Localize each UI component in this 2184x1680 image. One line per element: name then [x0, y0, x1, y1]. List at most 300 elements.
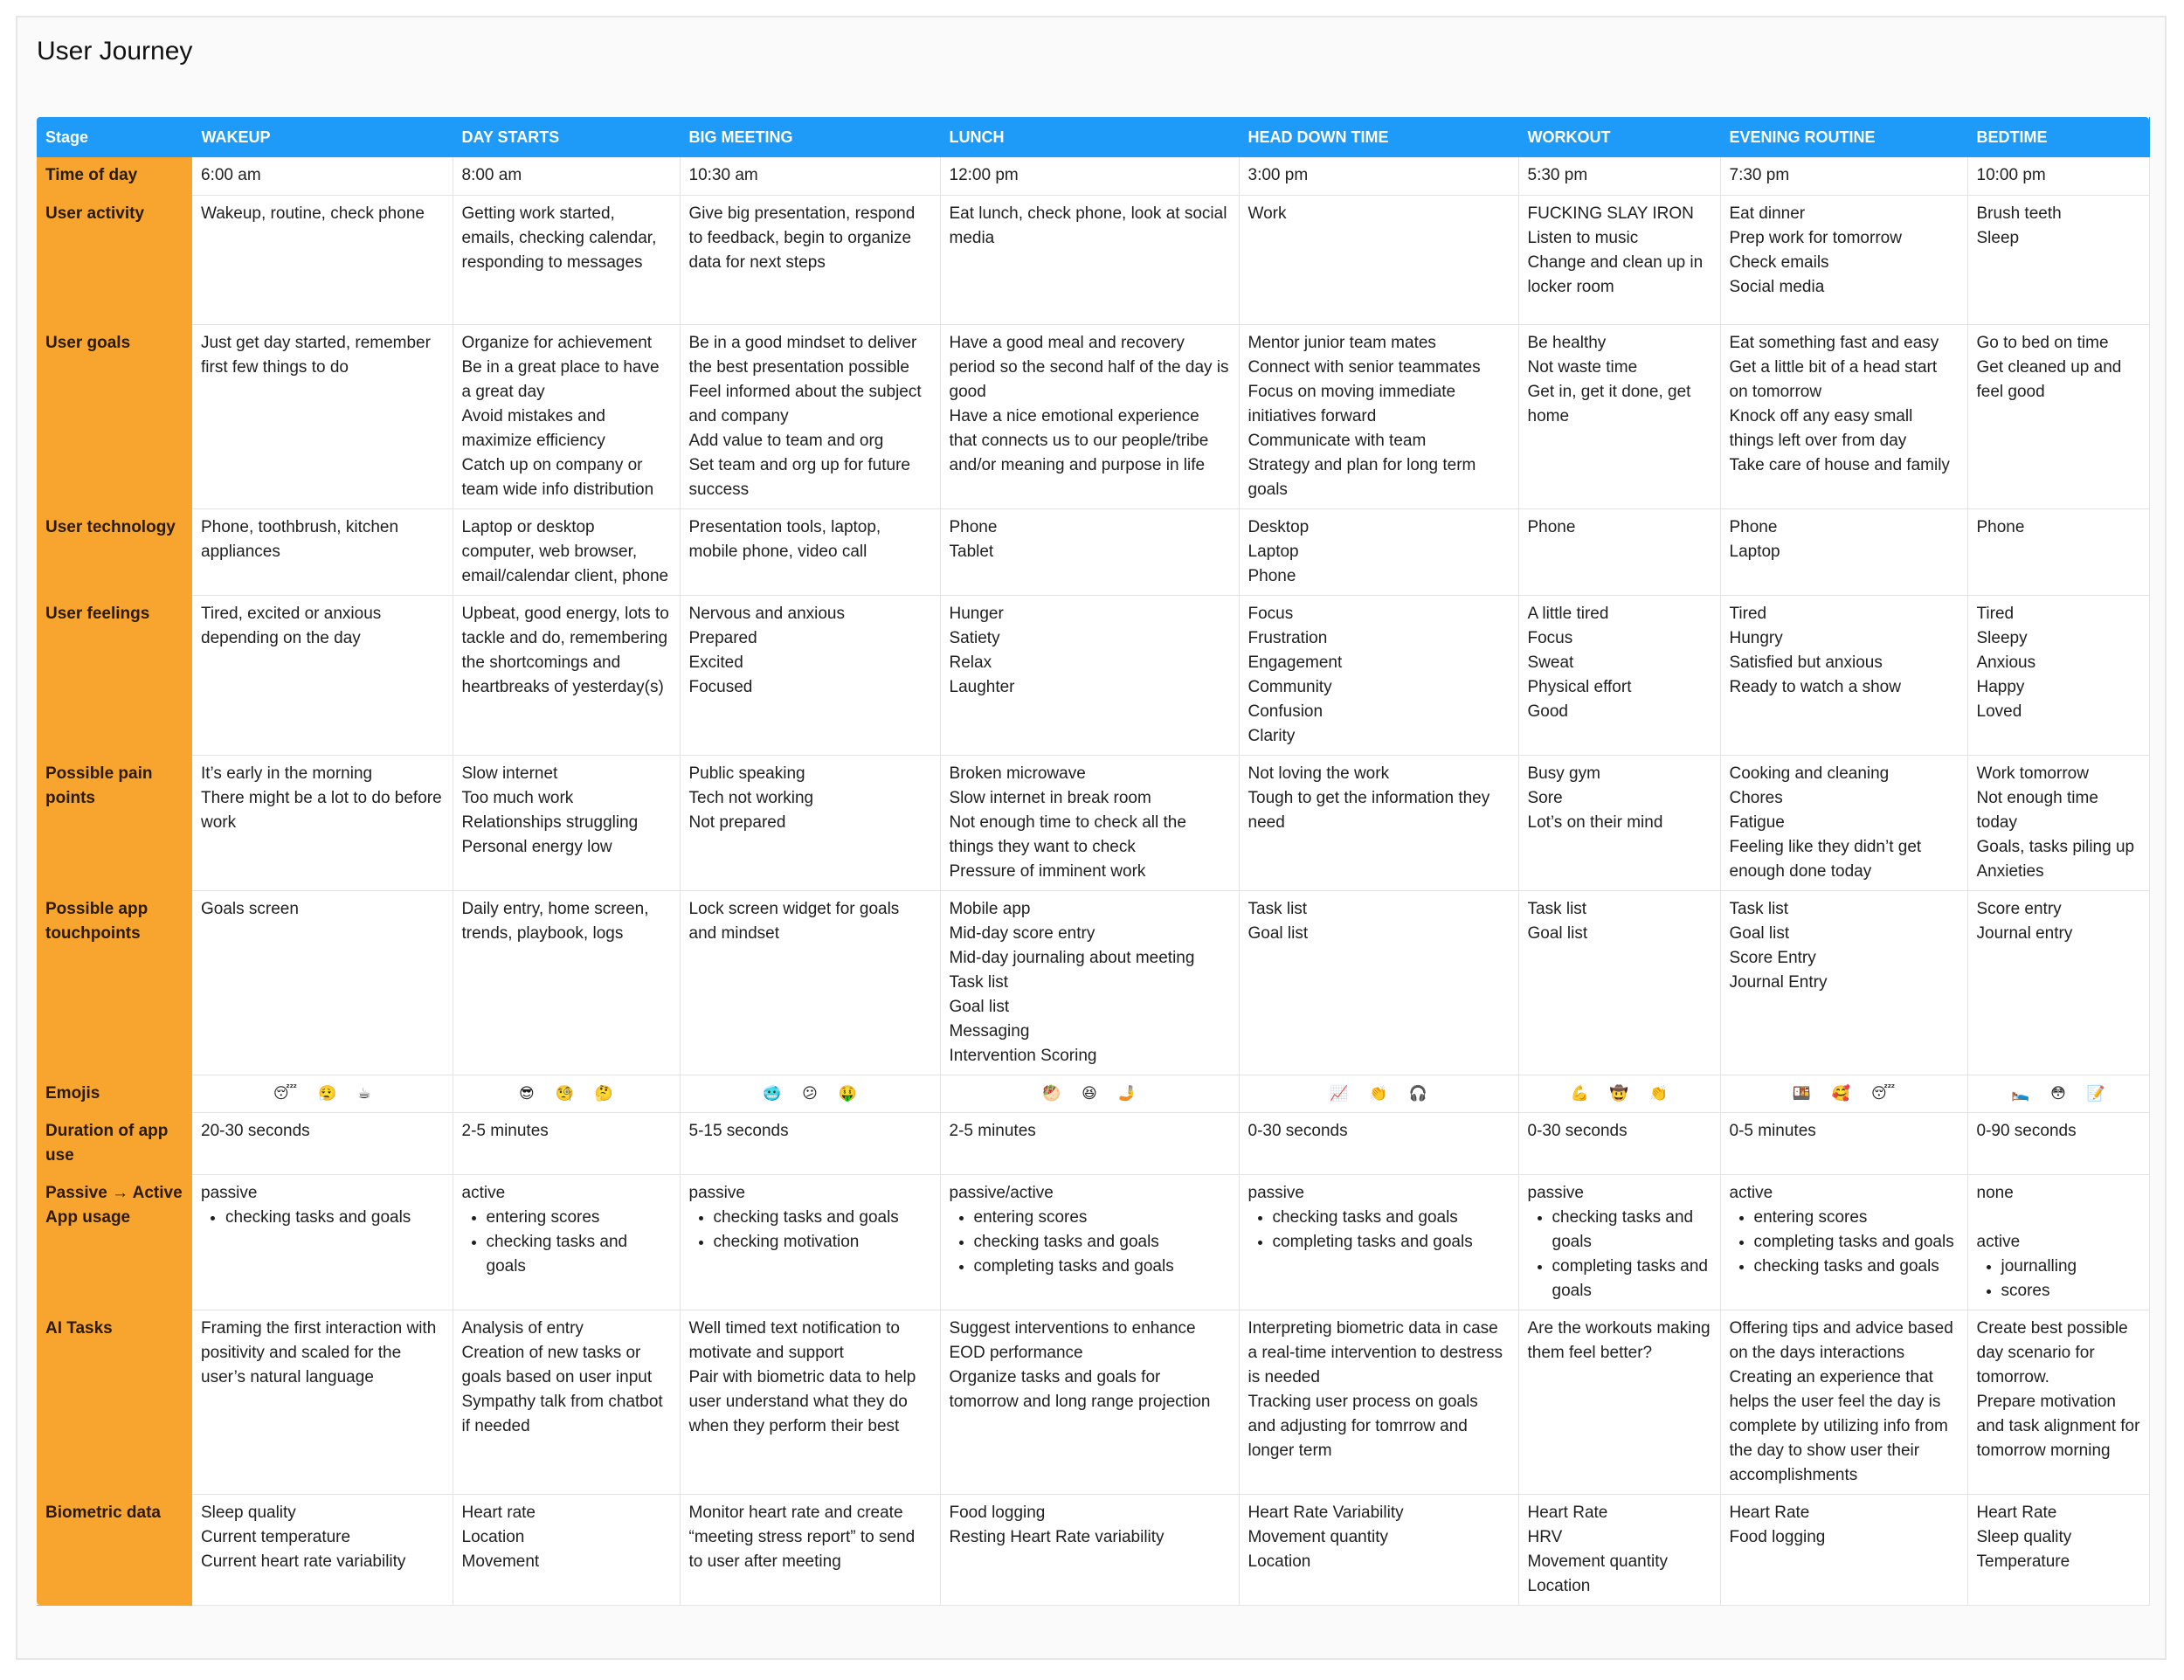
cell-line: Creation of new tasks or goals based on user input	[461, 1343, 653, 1386]
cell-activity	[940, 195, 1239, 324]
cell-line: Satiety	[949, 628, 1000, 647]
emoji-icon: 🍱	[1792, 1084, 1811, 1102]
cell-usage	[940, 1174, 1239, 1310]
cell-time: 3:00 pm	[1239, 157, 1518, 195]
cell-line: Sweat	[1527, 653, 1574, 672]
row-biometric	[37, 1494, 2149, 1605]
cell-duration: 2-5 minutes	[453, 1112, 680, 1174]
cell-line: Busy gym	[1527, 764, 1600, 783]
cell-line: There might be a lot to do before work	[201, 788, 442, 832]
cell-line: Score entry	[1976, 899, 2062, 918]
cell-line: Offering tips and advice based on the days interactions	[1729, 1318, 1953, 1362]
cell-line: Chores	[1729, 788, 1783, 807]
usage-item: • entering scores	[487, 1206, 671, 1230]
cell-time: 10:30 am	[680, 157, 940, 195]
cell-biometric	[1239, 1494, 1518, 1605]
cell-line: Good	[1527, 702, 1568, 721]
row-duration	[37, 1112, 2149, 1174]
cell-line: Catch up on company or team wide info distribution	[461, 455, 654, 499]
cell-line: Mid-day score entry	[949, 923, 1095, 943]
cell-duration: 0-30 seconds	[1239, 1112, 1518, 1174]
usage-item: • checking tasks and goals	[1552, 1206, 1711, 1255]
usage-mode: active	[1976, 1232, 2021, 1251]
cell-line: Analysis of entry	[461, 1318, 584, 1338]
cell-ai	[1518, 1310, 1720, 1494]
cell-emojis	[940, 1075, 1239, 1112]
cell-ai	[192, 1310, 453, 1494]
cell-pain	[1239, 755, 1518, 890]
cell-pain	[940, 755, 1239, 890]
row-label-duration: Duration of app use	[37, 1112, 192, 1174]
cell-line: Pair with biometric data to help user understand what they do when they perform their best	[688, 1367, 916, 1435]
cell-line: Clarity	[1248, 726, 1296, 745]
emoji-icon: 👏	[1369, 1084, 1388, 1102]
cell-line: Heart Rate	[1729, 1503, 1810, 1522]
cell-line: Goals, tasks piling up	[1976, 837, 2135, 856]
cell-line: Satisfied but anxious	[1729, 653, 1883, 672]
usage-mode: active	[461, 1183, 506, 1202]
usage-mode: passive	[1248, 1183, 1304, 1202]
cell-line: Intervention Scoring	[949, 1046, 1097, 1065]
usage-item: • completing tasks and goals	[1552, 1255, 1711, 1303]
cell-activity	[1239, 195, 1518, 324]
cell-line: Excited	[688, 653, 743, 672]
usage-item: • checking tasks and goals	[974, 1230, 1230, 1255]
cell-line: Messaging	[949, 1021, 1030, 1040]
cell-biometric	[1720, 1494, 1967, 1605]
cell-emojis	[1518, 1075, 1720, 1112]
cell-line: Sore	[1527, 788, 1563, 807]
cell-duration: 0-90 seconds	[1967, 1112, 2149, 1174]
cell-line: Prepare motivation and task alignment for tomorrow morning	[1976, 1392, 2140, 1460]
cell-line: Take care of house and family	[1729, 455, 1950, 474]
cell-line: Resting Heart Rate variability	[949, 1527, 1165, 1546]
cell-line: Focus	[1248, 604, 1294, 623]
cell-line: Getting work started, emails, checking calendar, responding to messages	[461, 204, 657, 272]
cell-line: Social media	[1729, 277, 1825, 296]
cell-line: Happy	[1976, 677, 2025, 696]
cell-line: Desktop	[1248, 517, 1310, 536]
row-technology	[37, 508, 2149, 595]
stage-header: BEDTIME	[1967, 117, 2149, 157]
cell-time: 10:00 pm	[1967, 157, 2149, 195]
usage-item: • checking tasks and goals	[487, 1230, 671, 1279]
cell-line: Organize for achievement	[461, 333, 653, 352]
cell-line: Have a good meal and recovery period so the second half of the day is good	[949, 333, 1229, 401]
usage-list	[1730, 1206, 1959, 1279]
cell-line: Get cleaned up and feel good	[1976, 357, 2122, 401]
cell-time: 6:00 am	[192, 157, 453, 195]
cell-line: Check emails	[1729, 252, 1829, 272]
cell-touchpoints	[1967, 890, 2149, 1075]
emoji-icon: 😮‍💨	[318, 1084, 337, 1102]
cell-goals	[940, 324, 1239, 508]
cell-emojis	[192, 1075, 453, 1112]
cell-line: Goal list	[1527, 923, 1588, 943]
cell-feelings	[1967, 595, 2149, 755]
stage-header: WAKEUP	[192, 117, 453, 157]
cell-line: Feel informed about the subject and company	[688, 382, 922, 425]
usage-item: • checking motivation	[714, 1230, 931, 1255]
cell-line: It’s early in the morning	[201, 764, 373, 783]
emoji-icon: 😎	[518, 1084, 535, 1102]
emoji-icon: 🤑	[838, 1084, 858, 1102]
cell-line: Too much work	[461, 788, 574, 807]
cell-line: Lot’s on their mind	[1527, 812, 1663, 832]
cell-line: Get in, get it done, get home	[1527, 382, 1691, 425]
usage-mode: passive	[688, 1183, 745, 1202]
cell-goals	[453, 324, 680, 508]
cell-line: Heart Rate Variability	[1248, 1503, 1404, 1522]
cell-line: Focused	[688, 677, 753, 696]
cell-activity	[1518, 195, 1720, 324]
cell-line: Add value to team and org	[688, 431, 884, 450]
cell-activity	[1720, 195, 1967, 324]
row-label-touchpoints: Possible app touchpoints	[37, 890, 192, 1075]
cell-line: Task list	[1527, 899, 1587, 918]
row-emojis	[37, 1075, 2149, 1112]
cell-feelings	[940, 595, 1239, 755]
usage-item: • entering scores	[1754, 1206, 1959, 1230]
cell-pain	[453, 755, 680, 890]
cell-line: Tablet	[949, 542, 994, 561]
emoji-icon: 🤠	[1609, 1084, 1629, 1102]
cell-line: Suggest interventions to enhance EOD performance	[949, 1318, 1196, 1362]
cell-line: Laughter	[949, 677, 1015, 696]
usage-item: • scores	[2001, 1279, 2140, 1303]
cell-line: Slow internet	[461, 764, 558, 783]
cell-line: Phone	[949, 517, 998, 536]
cell-line: Anxieties	[1976, 861, 2044, 881]
usage-mode: none	[1976, 1183, 2014, 1202]
cell-line: Monitor heart rate and create “meeting stress report” to send to user after meeting	[688, 1503, 916, 1571]
stage-header: DAY STARTS	[453, 117, 680, 157]
cell-biometric	[192, 1494, 453, 1605]
cell-line: Not enough time today	[1976, 788, 2098, 832]
cell-line: Not loving the work	[1248, 764, 1390, 783]
emoji-icon: 🥙	[1041, 1084, 1061, 1102]
cell-technology	[453, 508, 680, 595]
cell-line: Physical effort	[1527, 677, 1632, 696]
cell-time: 12:00 pm	[940, 157, 1239, 195]
cell-line: Pressure of imminent work	[949, 861, 1146, 881]
cell-touchpoints	[940, 890, 1239, 1075]
cell-biometric	[1518, 1494, 1720, 1605]
cell-duration: 0-5 minutes	[1720, 1112, 1967, 1174]
cell-ai	[1967, 1310, 2149, 1494]
row-label-ai: AI Tasks	[37, 1310, 192, 1494]
cell-biometric	[1967, 1494, 2149, 1605]
cell-line: A little tired	[1527, 604, 1609, 623]
cell-duration: 2-5 minutes	[940, 1112, 1239, 1174]
cell-line: Slow internet in break room	[949, 788, 1151, 807]
cell-activity	[1967, 195, 2149, 324]
cell-line: Lock screen widget for goals and mindset	[688, 899, 900, 943]
row-label-feelings: User feelings	[37, 595, 192, 755]
cell-activity	[192, 195, 453, 324]
cell-line: Nervous and anxious	[688, 604, 845, 623]
cell-line: Upbeat, good energy, lots to tackle and do, remembering the shortcomings and heartbreaks of yesterday(s)	[461, 604, 669, 696]
cell-line: Presentation tools, laptop, mobile phone, video call	[688, 517, 881, 561]
cell-line: Laptop	[1248, 542, 1299, 561]
page-frame	[16, 16, 2167, 1660]
cell-time: 8:00 am	[453, 157, 680, 195]
cell-line: Food logging	[949, 1503, 1046, 1522]
cell-technology	[192, 508, 453, 595]
cell-line: Location	[1527, 1576, 1591, 1595]
cell-touchpoints	[680, 890, 940, 1075]
cell-line: Heart Rate	[1527, 1503, 1608, 1522]
cell-usage	[1239, 1174, 1518, 1310]
cell-line: Food logging	[1729, 1527, 1826, 1546]
cell-line: Movement quantity	[1527, 1552, 1669, 1571]
cell-line: Sleep quality	[1976, 1527, 2072, 1546]
cell-technology	[1720, 508, 1967, 595]
cell-line: Phone	[1976, 517, 2025, 536]
cell-goals	[1239, 324, 1518, 508]
emoji-icon: 🤔	[594, 1084, 614, 1102]
cell-duration: 20-30 seconds	[192, 1112, 453, 1174]
stage-header: WORKOUT	[1518, 117, 1720, 157]
usage-mode: passive	[201, 1183, 258, 1202]
cell-line: Organize tasks and goals for tomorrow and long range projection	[949, 1367, 1211, 1411]
cell-touchpoints	[453, 890, 680, 1075]
cell-line: Framing the first interaction with positivity and scaled for the user’s natural language	[201, 1318, 437, 1386]
cell-line: Tough to get the information they need	[1248, 788, 1490, 832]
cell-line: Score Entry	[1729, 948, 1816, 967]
cell-line: Just get day started, remember first few things to do	[201, 333, 431, 377]
cell-usage	[1720, 1174, 1967, 1310]
cell-feelings	[680, 595, 940, 755]
cell-line: Work	[1248, 204, 1287, 223]
cell-line: Interpreting biometric data in case a real-time intervention to destress is needed	[1248, 1318, 1503, 1386]
cell-touchpoints	[1720, 890, 1967, 1075]
cell-line: Get a little bit of a head start on tomorrow	[1729, 357, 1938, 401]
cell-line: Avoid mistakes and maximize efficiency	[461, 406, 605, 450]
cell-emojis	[1967, 1075, 2149, 1112]
cell-time: 7:30 pm	[1720, 157, 1967, 195]
cell-line: Phone	[1248, 566, 1296, 585]
cell-line: Ready to watch a show	[1729, 677, 1901, 696]
cell-line: Temperature	[1976, 1552, 2070, 1571]
cell-touchpoints	[1239, 890, 1518, 1075]
emoji-icon: 😕	[802, 1084, 818, 1102]
cell-line: Relax	[949, 653, 992, 672]
usage-list	[1977, 1255, 2140, 1303]
cell-line: Connect with senior teammates	[1248, 357, 1481, 377]
usage-mode: passive/active	[949, 1183, 1054, 1202]
stage-header: LUNCH	[940, 117, 1239, 157]
cell-line: Be healthy	[1527, 333, 1607, 352]
cell-line: Create best possible day scenario for tomorrow.	[1976, 1318, 2128, 1386]
emoji-icon: 🎧	[1408, 1084, 1427, 1102]
row-label-biometric: Biometric data	[37, 1494, 192, 1605]
cell-line: Heart Rate	[1976, 1503, 2057, 1522]
cell-line: FUCKING SLAY IRON	[1527, 204, 1694, 223]
cell-activity	[680, 195, 940, 324]
cell-line: Public speaking	[688, 764, 805, 783]
cell-line: Strategy and plan for long term goals	[1248, 455, 1476, 499]
cell-ai	[680, 1310, 940, 1494]
cell-emojis	[453, 1075, 680, 1112]
cell-emojis	[1720, 1075, 1967, 1112]
cell-usage	[1967, 1174, 2149, 1310]
cell-line: Tired	[1976, 604, 2015, 623]
cell-line: Set team and org up for future success	[688, 455, 910, 499]
row-pain	[37, 755, 2149, 890]
cell-line: Knock off any easy small things left over from day	[1729, 406, 1913, 450]
cell-line: Daily entry, home screen, trends, playbook, logs	[461, 899, 649, 943]
cell-line: Engagement	[1248, 653, 1343, 672]
cell-duration: 5-15 seconds	[680, 1112, 940, 1174]
cell-technology	[1239, 508, 1518, 595]
cell-line: Cooking and cleaning	[1729, 764, 1890, 783]
cell-line: Feeling like they didn’t get enough done today	[1729, 837, 1922, 881]
row-label-activity: User activity	[37, 195, 192, 324]
cell-emojis	[1239, 1075, 1518, 1112]
cell-line: Journal Entry	[1729, 972, 1828, 992]
cell-line: Journal entry	[1976, 923, 2073, 943]
usage-item: • checking tasks and goals	[1273, 1206, 1510, 1230]
cell-feelings	[1720, 595, 1967, 755]
cell-feelings	[1239, 595, 1518, 755]
cell-line: Creating an experience that helps the user feel the day is complete by utilizing info from the day to show user their accomplishments	[1729, 1367, 1948, 1484]
emoji-icon: 💪	[1570, 1084, 1589, 1102]
cell-goals	[192, 324, 453, 508]
cell-line: Location	[461, 1527, 525, 1546]
row-label-time: Time of day	[37, 157, 192, 195]
emoji-icon: 🥰	[1831, 1084, 1851, 1102]
usage-mode: passive	[1527, 1183, 1584, 1202]
journey-table	[37, 117, 2150, 1606]
cell-line: Current temperature	[201, 1527, 351, 1546]
cell-line: Prep work for tomorrow	[1729, 228, 1902, 247]
cell-pain	[192, 755, 453, 890]
cell-duration: 0-30 seconds	[1518, 1112, 1720, 1174]
cell-line: Tired	[1729, 604, 1767, 623]
cell-line: Prepared	[688, 628, 757, 647]
stage-header: BIG MEETING	[680, 117, 940, 157]
usage-mode: active	[1729, 1183, 1773, 1202]
emoji-icon: 🤳	[1117, 1084, 1137, 1102]
emoji-icon: 📈	[1330, 1084, 1349, 1102]
usage-item: • checking tasks and goals	[714, 1206, 931, 1230]
emoji-icon: 🧐	[555, 1084, 574, 1102]
emoji-icon: 😆	[1082, 1084, 1097, 1102]
header-row	[37, 117, 2149, 157]
usage-list	[462, 1206, 671, 1279]
cell-pain	[1967, 755, 2149, 890]
usage-item: • completing tasks and goals	[974, 1255, 1230, 1279]
cell-line: Focus	[1527, 628, 1573, 647]
cell-line: Give big presentation, respond to feedback, begin to organize data for next steps	[688, 204, 916, 272]
emoji-icon: 👏	[1649, 1084, 1669, 1102]
usage-list	[201, 1206, 444, 1230]
cell-technology	[1518, 508, 1720, 595]
cell-line: Work tomorrow	[1976, 764, 2089, 783]
cell-pain	[1720, 755, 1967, 890]
cell-technology	[1967, 508, 2149, 595]
spacer	[1977, 1206, 2140, 1230]
cell-line: Well timed text notification to motivate and support	[688, 1318, 900, 1362]
usage-item: • checking tasks and goals	[1754, 1255, 1959, 1279]
cell-line: Tracking user process on goals and adjusting for tomrrow and longer term	[1248, 1392, 1478, 1460]
cell-line: Task list	[1248, 899, 1308, 918]
cell-line: Location	[1248, 1552, 1311, 1571]
emoji-icon: 📝	[2086, 1084, 2106, 1102]
cell-line: Focus on moving immediate initiatives forward	[1248, 382, 1456, 425]
emoji-icon: 😴	[273, 1084, 298, 1102]
cell-line: Sleepy	[1976, 628, 2028, 647]
cell-touchpoints	[1518, 890, 1720, 1075]
cell-line: Be in a good mindset to deliver the best presentation possible	[688, 333, 917, 377]
cell-line: Brush teeth	[1976, 204, 2062, 223]
cell-goals	[1518, 324, 1720, 508]
cell-ai	[1720, 1310, 1967, 1494]
cell-line: Loved	[1976, 702, 2022, 721]
cell-line: Hungry	[1729, 628, 1783, 647]
emoji-icon: 🛌	[2010, 1084, 2030, 1102]
usage-item: • journalling	[2001, 1255, 2140, 1279]
usage-list	[689, 1206, 931, 1255]
cell-line: HRV	[1527, 1527, 1563, 1546]
cell-line: Hunger	[949, 604, 1004, 623]
cell-line: Be in a great place to have a great day	[461, 357, 660, 401]
cell-pain	[680, 755, 940, 890]
cell-line: Eat dinner	[1729, 204, 1806, 223]
cell-usage	[192, 1174, 453, 1310]
stage-header: EVENING ROUTINE	[1720, 117, 1967, 157]
cell-pain	[1518, 755, 1720, 890]
journey-table-body	[37, 157, 2149, 1605]
cell-line: Not waste time	[1527, 357, 1638, 377]
cell-line: Tired, excited or anxious depending on the day	[201, 604, 382, 647]
usage-list	[1248, 1206, 1510, 1255]
row-activity	[37, 195, 2149, 324]
usage-item: • entering scores	[974, 1206, 1230, 1230]
cell-emojis	[680, 1075, 940, 1112]
emoji-icon: ☕	[357, 1084, 371, 1102]
cell-line: Goal list	[949, 997, 1010, 1016]
cell-line: Not prepared	[688, 812, 786, 832]
usage-item: • completing tasks and goals	[1754, 1230, 1959, 1255]
journey-table-container	[37, 117, 2149, 1606]
cell-touchpoints	[192, 890, 453, 1075]
cell-activity	[453, 195, 680, 324]
cell-line: Are the workouts making them feel better?	[1527, 1318, 1711, 1362]
stage-header: HEAD DOWN TIME	[1239, 117, 1518, 157]
cell-goals	[1720, 324, 1967, 508]
cell-feelings	[1518, 595, 1720, 755]
cell-feelings	[192, 595, 453, 755]
cell-line: Task list	[949, 972, 1009, 992]
cell-line: Relationships struggling	[461, 812, 639, 832]
cell-line: Anxious	[1976, 653, 2036, 672]
cell-line: Phone	[1729, 517, 1778, 536]
cell-line: Sleep quality	[201, 1503, 296, 1522]
page-title: User Journey	[37, 37, 193, 66]
cell-line: Sleep	[1976, 228, 2020, 247]
cell-line: Current heart rate variability	[201, 1552, 406, 1571]
cell-line: Go to bed on time	[1976, 333, 2109, 352]
cell-line: Fatigue	[1729, 812, 1785, 832]
cell-line: Sympathy talk from chatbot if needed	[461, 1392, 663, 1435]
row-label-pain: Possible pain points	[37, 755, 192, 890]
cell-line: Movement quantity	[1248, 1527, 1389, 1546]
cell-biometric	[680, 1494, 940, 1605]
cell-line: Eat lunch, check phone, look at social media	[949, 204, 1227, 247]
cell-goals	[1967, 324, 2149, 508]
